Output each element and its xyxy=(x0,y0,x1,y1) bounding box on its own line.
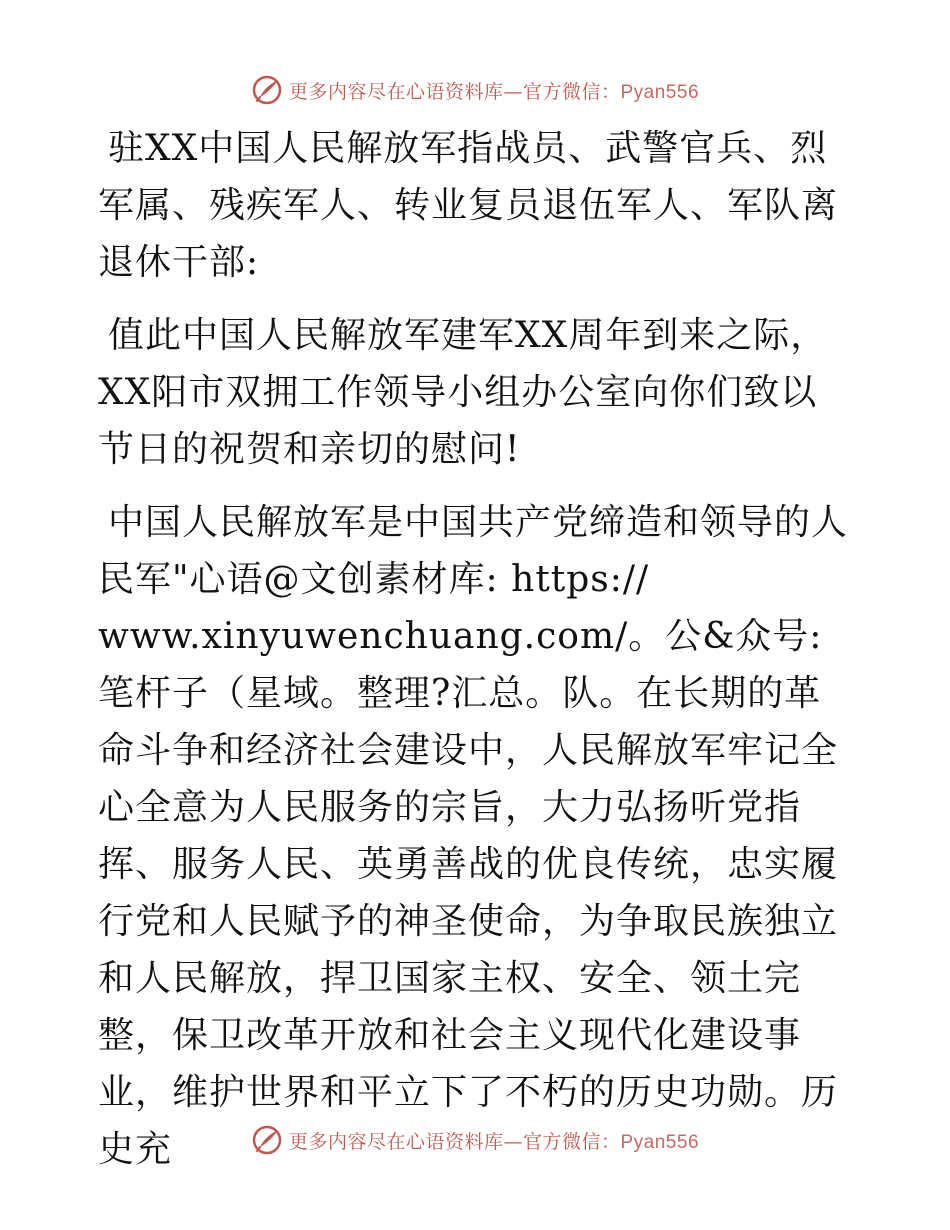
body-paragraph xyxy=(98,494,850,608)
header-banner-text: 更多内容尽在心语资料库—官方微信：Pyan556 xyxy=(288,80,700,103)
footer-banner xyxy=(0,1120,950,1160)
salutation-paragraph: 驻XX中国人民解放军指战员、武警官兵、烈军属、残疾军人、转业复员退伍军人、军队离退休干部: xyxy=(98,128,839,283)
body-paragraph-continued xyxy=(98,608,850,1178)
letter-body xyxy=(98,120,850,1194)
quill-pen-logo-icon xyxy=(251,1124,283,1156)
quill-pen-logo-icon xyxy=(251,74,283,106)
header-banner-id: Pyan556 xyxy=(620,81,700,103)
footer-banner-text: 更多内容尽在心语资料库—官方微信：Pyan556 xyxy=(288,1130,700,1153)
header-banner xyxy=(0,70,950,110)
footer-banner-id: Pyan556 xyxy=(620,1131,700,1153)
body-paragraph-part2: www.xinyuwenchuang.com/。公&众号: 笔杆子（星域。整理?汇总。队。在长期的革命斗争和经济社会建设中，人民解放军牢记全心全意为人民服务的宗旨，大力弘扬听党指挥、服务人民、英勇善战的优良传统，忠实履行党和人民赋予的神圣使命，为争取民族独立和人民解放，捍卫国家主权、安全、领土完整，保卫改革开放和社会主义现代化建设事业，维护世界和平立下了不朽的历史功勋。历史充 xyxy=(98,616,839,1170)
greeting-paragraph: 值此中国人民解放军建军XX周年到来之际，XX阳市双拥工作领导小组办公室向你们致以节日的祝贺和亲切的慰问! xyxy=(98,315,828,470)
body-paragraph-part1: 中国人民解放军是中国共产党缔造和领导的人民军"心语@文创素材库: https:// xyxy=(98,502,849,600)
